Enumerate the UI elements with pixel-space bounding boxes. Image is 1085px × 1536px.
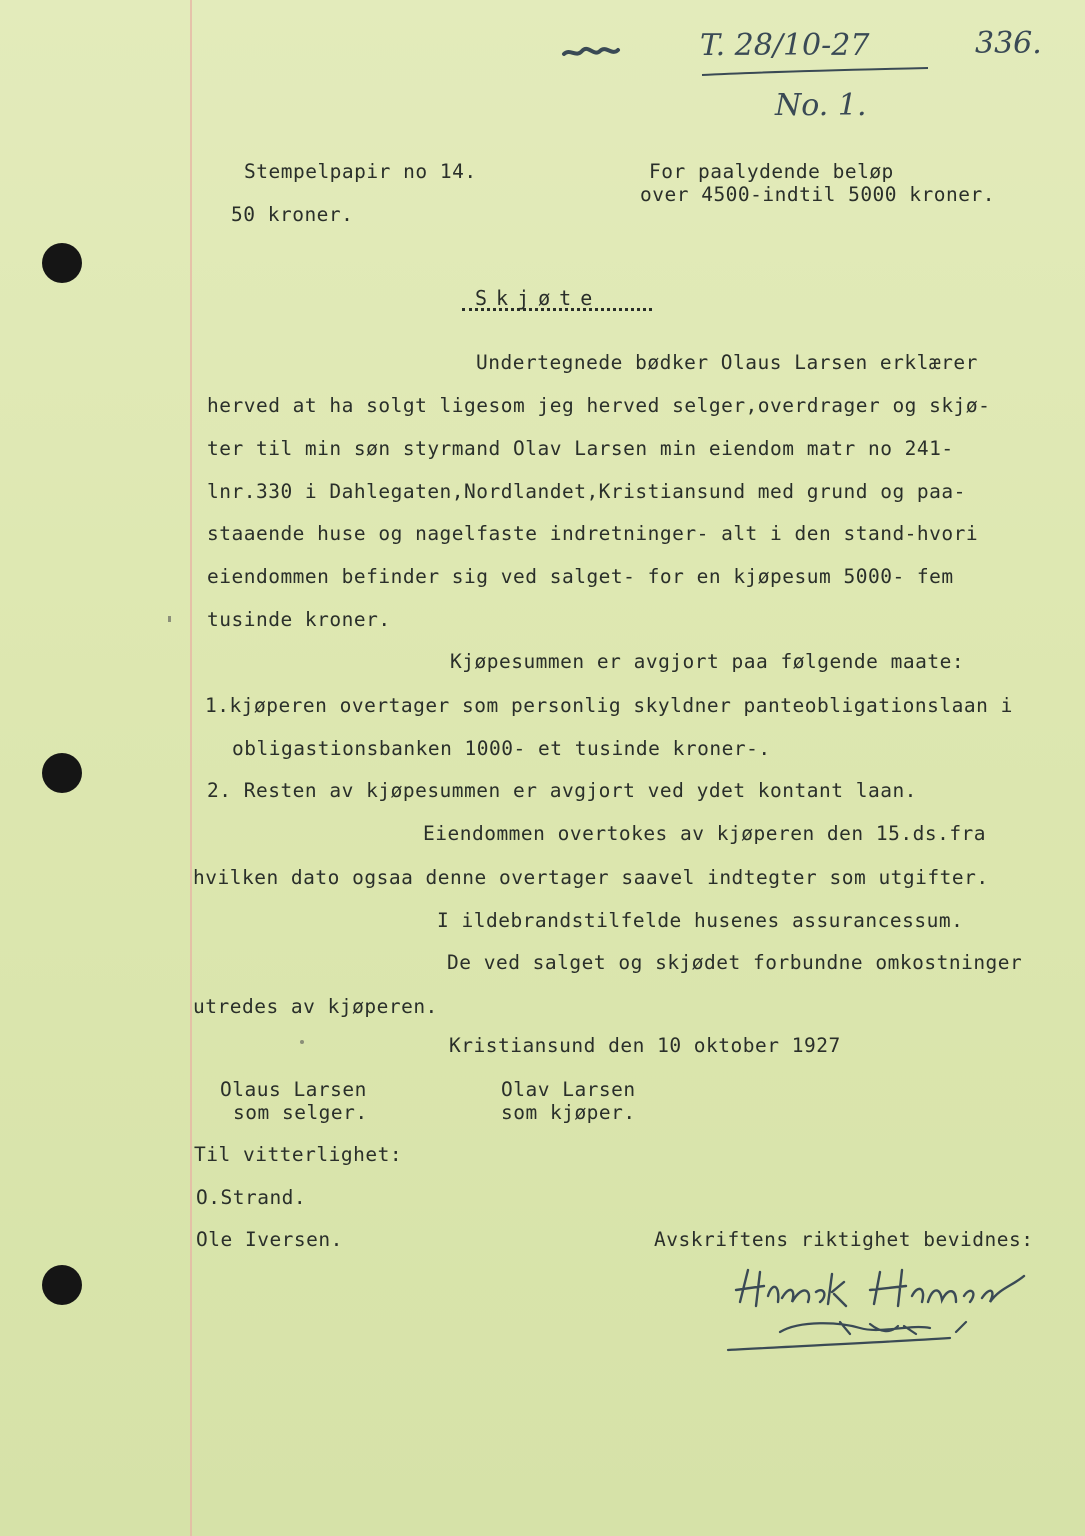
punch-hole xyxy=(42,1265,82,1305)
body-line: Eiendommen overtokes av kjøperen den 15.ds.fra xyxy=(423,822,987,845)
stamp-range-line1: For paalydende beløp xyxy=(649,160,894,183)
body-line: herved at ha solgt ligesom jeg herved selger,overdrager og skjø- xyxy=(207,394,991,417)
body-line: I ildebrandstilfelde husenes assurancessum. xyxy=(437,909,964,932)
buyer-name: Olav Larsen xyxy=(501,1078,636,1101)
stamp-value: 50 kroner. xyxy=(231,203,354,226)
body-line: staaende huse og nagelfaste indretninger- alt i den stand-hvori xyxy=(207,522,979,545)
certification-text: Avskriftens riktighet bevidnes: xyxy=(654,1228,1034,1251)
punch-hole xyxy=(42,753,82,793)
stamp-range-line2: over 4500-indtil 5000 kroner. xyxy=(640,183,995,206)
witness-name: Ole Iversen. xyxy=(196,1228,343,1251)
page-number: 336. xyxy=(975,26,1042,61)
handwritten-signature xyxy=(720,1262,1040,1362)
seller-role: som selger. xyxy=(233,1101,368,1124)
body-line: tusinde kroner. xyxy=(207,608,391,631)
witness-name: O.Strand. xyxy=(196,1186,307,1209)
body-line: ter til min søn styrmand Olav Larsen min eiendom matr no 241- xyxy=(207,437,954,460)
stray-mark xyxy=(168,616,171,622)
body-line: De ved salget og skjødet forbundne omkostninger xyxy=(447,951,1023,974)
document-title: Skjøte xyxy=(475,286,602,310)
stamp-paper-number: Stempelpapir no 14. xyxy=(244,160,477,183)
document-number: No. 1. xyxy=(775,88,867,123)
seller-name: Olaus Larsen xyxy=(220,1078,367,1101)
handwritten-date: T. 28/10-27 xyxy=(700,28,870,63)
title-underline xyxy=(462,308,652,311)
margin-line xyxy=(190,0,192,1536)
stray-mark xyxy=(300,1040,304,1044)
witness-label: Til vitterlighet: xyxy=(194,1143,403,1166)
payment-item-1-cont: obligastionsbanken 1000- et tusinde kroner-. xyxy=(232,737,771,760)
ink-scribble-icon xyxy=(560,42,620,62)
buyer-role: som kjøper. xyxy=(501,1101,636,1124)
payment-item-1: 1.kjøperen overtager som personlig skyldner panteobligationslaan i xyxy=(205,694,1013,717)
punch-hole xyxy=(42,243,82,283)
payment-item-2: 2. Resten av kjøpesummen er avgjort ved ydet kontant laan. xyxy=(207,779,917,802)
underline-stroke xyxy=(700,66,930,78)
place-date: Kristiansund den 10 oktober 1927 xyxy=(449,1034,841,1057)
body-line: hvilken dato ogsaa denne overtager saavel indtegter som utgifter. xyxy=(193,866,989,889)
body-line: utredes av kjøperen. xyxy=(193,995,438,1018)
payment-intro: Kjøpesummen er avgjort paa følgende maate: xyxy=(450,650,965,673)
body-line: lnr.330 i Dahlegaten,Nordlandet,Kristiansund med grund og paa- xyxy=(207,480,966,503)
body-line: eiendommen befinder sig ved salget- for en kjøpesum 5000- fem xyxy=(207,565,954,588)
body-line: Undertegnede bødker Olaus Larsen erklærer xyxy=(476,351,978,374)
